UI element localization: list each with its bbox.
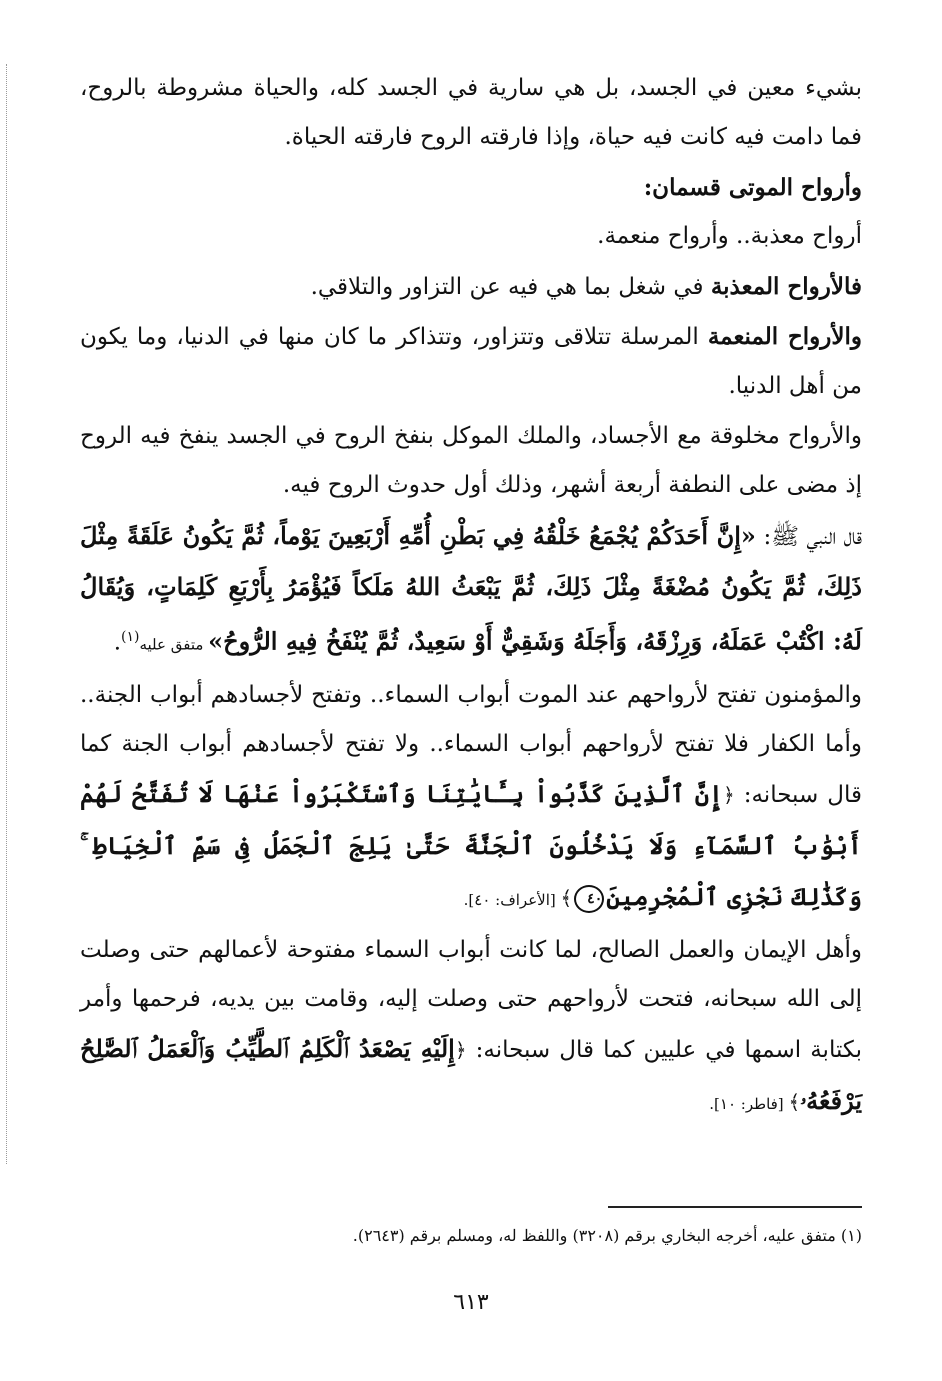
term-blessed-souls: والأرواح المنعمة	[707, 323, 862, 351]
hadith-intro: قال النبي ﷺ:	[755, 523, 862, 550]
text-righteous-souls: وأهل الإيمان والعمل الصالح، لما كانت أبواب السماء مفتوحة لأعمالهم حتى وصلت إلى الله سبحانه، فتحت لأرواحهم حتى وصلت إليه، وقامت بين يديه، فرحمها وأمر بكتابة اسمها في عليين كما قال سبحانه:	[80, 936, 863, 1064]
quran-reference-araf: [الأعراف: ٤٠].	[463, 891, 561, 910]
quran-close-bracket: ﴾	[560, 886, 573, 911]
paragraph-blessed-souls	[80, 312, 862, 412]
scan-margin-edge	[6, 64, 11, 1164]
paragraph-souls-created: والأرواح مخلوقة مع الأجساد، والملك الموكل بنفخ الروح في الجسد ينفخ فيه الروح إذ مضى على النطفة أربعة أشهر، وذلك أول حدوث الروح فيه.	[80, 422, 862, 499]
heading-dead-souls-types: وأرواح الموتى قسمان:	[643, 173, 862, 201]
paragraph-hadith: قال النبي ﷺ: «إِنَّ أَحَدَكُمْ يُجْمَعُ خَلْقُهُ فِي بَطْنِ أُمِّهِ أَرْبَعِينَ يَوْماً، ثُمَّ يَكُونُ عَلَقَةً مِثْلَ ذَلِكَ، ثُمَّ يَكُونُ مُضْغَةً مِثْلَ ذَلِكَ، ثُمَّ يَبْعَثُ اللهُ مَلَكاً فَيُؤْمَرُ بِأَرْبَعِ كَلِمَاتٍ، وَيُقَالُ لَهُ: اكْتُبْ عَمَلَهُ، وَرِزْقَهُ، وَأَجَلَهُ وَشَقِيٌّ أَوْ سَعِيدٌ، ثُمَّ يُنْفَخُ فِيهِ الرُّوحُ» متفق عليه$^{(١)}$.	[80, 520, 862, 657]
paragraph-soul-in-body: بشيء معين في الجسد، بل هي سارية في الجسد كله، والحياة مشروطة بالروح، فما دامت فيه كانت فيه حياة، وإذا فارقته الروح فارقته الحياة.	[80, 75, 862, 151]
page-number: ٦١٣	[453, 1290, 489, 1315]
quran-open-bracket: ﴿	[722, 783, 735, 808]
paragraph-righteous-souls	[80, 926, 862, 1130]
quran-open-bracket: ﴿	[454, 1038, 467, 1063]
text-gates-of-heaven: والمؤمنون تفتح لأرواحهم عند الموت أبواب السماء.. وتفتح لأجسادهم أبواب الجنة.. وأما الكفار فلا تفتح لأرواحهم أبواب السماء.. ولا تفتح لأجسادهم أبواب الجنة كما قال سبحانه:	[80, 681, 862, 809]
paragraph-soul-types: أرواح معذبة.. وأرواح منعمة.	[597, 223, 862, 250]
hadith-text: «إِنَّ أَحَدَكُمْ يُجْمَعُ خَلْقُهُ فِي بَطْنِ أُمِّهِ أَرْبَعِينَ يَوْماً، ثُمَّ يَكُونُ عَلَقَةً مِثْلَ ذَلِكَ، ثُمَّ يَكُونُ مُضْغَةً مِثْلَ ذَلِكَ، ثُمَّ يَبْعَثُ اللهُ مَلَكاً فَيُؤْمَرُ بِأَرْبَعِ كَلِمَاتٍ، وَيُقَالُ لَهُ: اكْتُبْ عَمَلَهُ، وَرِزْقَهُ، وَأَجَلَهُ وَشَقِيٌّ أَوْ سَعِيدٌ، ثُمَّ يُنْفَخُ فِيهِ الرُّوحُ»	[80, 520, 862, 657]
term-tormented-souls: فالأرواح المعذبة	[710, 272, 862, 300]
main-text	[80, 64, 862, 1129]
ayah-number-marker: ٤٠	[574, 885, 604, 913]
paragraph-tormented-souls	[80, 262, 862, 312]
footnote-divider	[608, 1206, 862, 1208]
text-tormented-souls: في شغل بما هي فيه عن التزاور والتلاقي.	[310, 273, 711, 300]
text-blessed-souls: المرسلة تتلاقى وتتزاور، وتتذاكر ما كان منها في الدنيا، وما يكون من أهل الدنيا.	[80, 324, 862, 400]
hadith-reference: متفق عليه	[139, 636, 209, 655]
quran-reference-fatir: [فاطر: ١٠].	[709, 1094, 789, 1113]
quran-verse-araf: إِنَّ ٱلَّذِينَ كَذَّبُواْ بِـَٔايَٰتِنَا وَٱسْتَكْبَرُواْ عَنْهَا لَا تُفَتَّحُ لَهُمْ أَبْوَٰبُ ٱلسَّمَآءِ وَلَا يَدْخُلُونَ ٱلْجَنَّةَ حَتَّىٰ يَلِجَ ٱلْجَمَلُ فِى سَمِّ ٱلْخِيَاطِ ۚ وَكَذَٰلِكَ نَجْزِى ٱلْمُجْرِمِينَ	[80, 779, 862, 912]
quran-close-bracket: ﴾	[788, 1089, 801, 1114]
quran-verse-fatir: إِلَيْهِ يَصْعَدُ ٱلْكَلِمُ ٱلطَّيِّبُ وَٱلْعَمَلُ ٱلصَّٰلِحُ يَرْفَعُهُۥ	[80, 1034, 862, 1115]
footnote: (١) متفق عليه، أخرجه البخاري برقم (٣٢٠٨) واللفظ له، ومسلم برقم (٢٦٤٣).	[352, 1226, 862, 1245]
footnote-marker[interactable]: (١)	[121, 629, 140, 646]
paragraph-gates-of-heaven	[80, 671, 862, 926]
